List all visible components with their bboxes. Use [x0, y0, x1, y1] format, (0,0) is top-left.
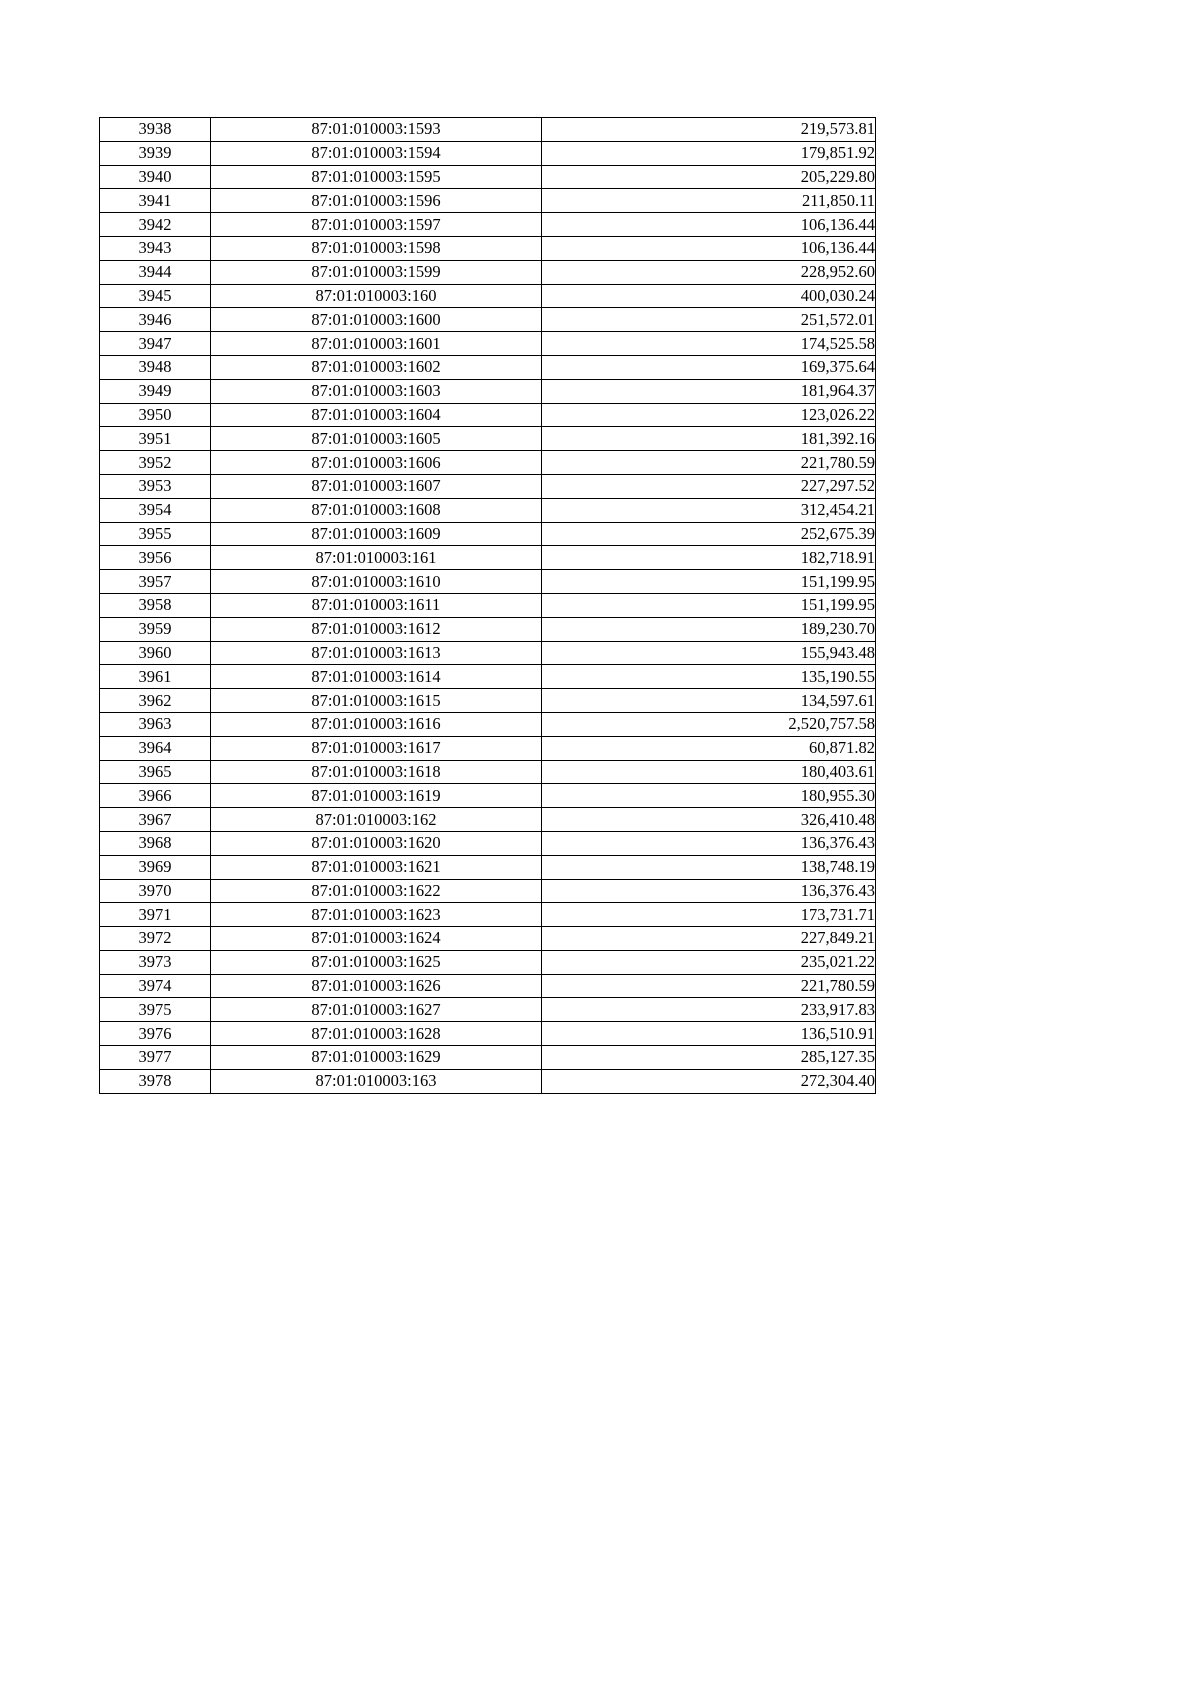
row-number-cell: 3962 — [100, 689, 211, 713]
row-number-cell: 3977 — [100, 1046, 211, 1070]
value-cell: 136,510.91 — [542, 1022, 876, 1046]
row-number-cell: 3954 — [100, 498, 211, 522]
row-number-cell: 3948 — [100, 355, 211, 379]
cadastral-number-cell: 87:01:010003:1618 — [211, 760, 542, 784]
row-number-cell: 3939 — [100, 141, 211, 165]
table-row — [100, 689, 876, 713]
table-row — [100, 593, 876, 617]
cadastral-number-cell: 87:01:010003:1612 — [211, 617, 542, 641]
row-number-cell: 3963 — [100, 712, 211, 736]
cadastral-number-cell: 87:01:010003:1613 — [211, 641, 542, 665]
cadastral-number-cell: 87:01:010003:1594 — [211, 141, 542, 165]
value-cell: 189,230.70 — [542, 617, 876, 641]
row-number-cell: 3966 — [100, 784, 211, 808]
row-number-cell: 3943 — [100, 236, 211, 260]
row-number-cell: 3938 — [100, 118, 211, 142]
cadastral-number-cell: 87:01:010003:1605 — [211, 427, 542, 451]
table-row — [100, 498, 876, 522]
row-number-cell: 3950 — [100, 403, 211, 427]
value-cell: 123,026.22 — [542, 403, 876, 427]
value-cell: 173,731.71 — [542, 903, 876, 927]
table-row — [100, 808, 876, 832]
table-row — [100, 1069, 876, 1093]
value-cell: 285,127.35 — [542, 1046, 876, 1070]
cadastral-number-cell: 87:01:010003:1626 — [211, 974, 542, 998]
value-cell: 169,375.64 — [542, 355, 876, 379]
cadastral-number-cell: 87:01:010003:160 — [211, 284, 542, 308]
row-number-cell: 3972 — [100, 927, 211, 951]
value-cell: 211,850.11 — [542, 189, 876, 213]
table-row — [100, 260, 876, 284]
value-cell: 60,871.82 — [542, 736, 876, 760]
value-cell: 312,454.21 — [542, 498, 876, 522]
table-row — [100, 1022, 876, 1046]
cadastral-number-cell: 87:01:010003:1604 — [211, 403, 542, 427]
table-row — [100, 165, 876, 189]
row-number-cell: 3952 — [100, 451, 211, 475]
row-number-cell: 3974 — [100, 974, 211, 998]
value-cell: 221,780.59 — [542, 451, 876, 475]
value-cell: 155,943.48 — [542, 641, 876, 665]
table-row — [100, 522, 876, 546]
value-cell: 181,392.16 — [542, 427, 876, 451]
row-number-cell: 3941 — [100, 189, 211, 213]
value-cell: 151,199.95 — [542, 593, 876, 617]
cadastral-number-cell: 87:01:010003:1616 — [211, 712, 542, 736]
value-cell: 228,952.60 — [542, 260, 876, 284]
table-row — [100, 213, 876, 237]
value-cell: 135,190.55 — [542, 665, 876, 689]
table-row — [100, 760, 876, 784]
row-number-cell: 3940 — [100, 165, 211, 189]
row-number-cell: 3953 — [100, 474, 211, 498]
value-cell: 400,030.24 — [542, 284, 876, 308]
value-cell: 138,748.19 — [542, 855, 876, 879]
cadastral-number-cell: 87:01:010003:1622 — [211, 879, 542, 903]
row-number-cell: 3955 — [100, 522, 211, 546]
table-row — [100, 927, 876, 951]
row-number-cell: 3970 — [100, 879, 211, 903]
cadastral-number-cell: 87:01:010003:1629 — [211, 1046, 542, 1070]
value-cell: 179,851.92 — [542, 141, 876, 165]
row-number-cell: 3978 — [100, 1069, 211, 1093]
table-row — [100, 974, 876, 998]
row-number-cell: 3944 — [100, 260, 211, 284]
cadastral-number-cell: 87:01:010003:1600 — [211, 308, 542, 332]
cadastral-number-cell: 87:01:010003:1595 — [211, 165, 542, 189]
table-row — [100, 403, 876, 427]
row-number-cell: 3973 — [100, 950, 211, 974]
row-number-cell: 3946 — [100, 308, 211, 332]
value-cell: 106,136.44 — [542, 236, 876, 260]
cadastral-number-cell: 87:01:010003:1611 — [211, 593, 542, 617]
cadastral-number-cell: 87:01:010003:1593 — [211, 118, 542, 142]
value-cell: 326,410.48 — [542, 808, 876, 832]
table-row — [100, 879, 876, 903]
cadastral-number-cell: 87:01:010003:1598 — [211, 236, 542, 260]
table-row — [100, 355, 876, 379]
table-row — [100, 427, 876, 451]
cadastral-number-cell: 87:01:010003:1614 — [211, 665, 542, 689]
value-cell: 252,675.39 — [542, 522, 876, 546]
value-cell: 205,229.80 — [542, 165, 876, 189]
row-number-cell: 3960 — [100, 641, 211, 665]
cadastral-number-cell: 87:01:010003:163 — [211, 1069, 542, 1093]
cadastral-number-cell: 87:01:010003:161 — [211, 546, 542, 570]
table-row — [100, 379, 876, 403]
row-number-cell: 3942 — [100, 213, 211, 237]
cadastral-number-cell: 87:01:010003:1628 — [211, 1022, 542, 1046]
value-cell: 180,403.61 — [542, 760, 876, 784]
row-number-cell: 3969 — [100, 855, 211, 879]
table-row — [100, 665, 876, 689]
table-row — [100, 451, 876, 475]
cadastral-number-cell: 87:01:010003:1620 — [211, 831, 542, 855]
value-cell: 219,573.81 — [542, 118, 876, 142]
row-number-cell: 3975 — [100, 998, 211, 1022]
row-number-cell: 3958 — [100, 593, 211, 617]
data-table — [99, 117, 876, 1094]
table-row — [100, 617, 876, 641]
cadastral-number-cell: 87:01:010003:1609 — [211, 522, 542, 546]
table-row — [100, 855, 876, 879]
cadastral-number-cell: 87:01:010003:1623 — [211, 903, 542, 927]
row-number-cell: 3951 — [100, 427, 211, 451]
row-number-cell: 3971 — [100, 903, 211, 927]
row-number-cell: 3976 — [100, 1022, 211, 1046]
row-number-cell: 3967 — [100, 808, 211, 832]
table-row — [100, 236, 876, 260]
row-number-cell: 3947 — [100, 332, 211, 356]
cadastral-number-cell: 87:01:010003:1603 — [211, 379, 542, 403]
value-cell: 227,297.52 — [542, 474, 876, 498]
row-number-cell: 3949 — [100, 379, 211, 403]
table-row — [100, 736, 876, 760]
table-row — [100, 903, 876, 927]
table-row — [100, 1046, 876, 1070]
cadastral-number-cell: 87:01:010003:1610 — [211, 570, 542, 594]
table-row — [100, 570, 876, 594]
table-row — [100, 784, 876, 808]
cadastral-number-cell: 87:01:010003:1627 — [211, 998, 542, 1022]
cadastral-number-cell: 87:01:010003:1621 — [211, 855, 542, 879]
row-number-cell: 3965 — [100, 760, 211, 784]
table-row — [100, 641, 876, 665]
value-cell: 151,199.95 — [542, 570, 876, 594]
cadastral-number-cell: 87:01:010003:1606 — [211, 451, 542, 475]
value-cell: 221,780.59 — [542, 974, 876, 998]
cadastral-number-cell: 87:01:010003:1624 — [211, 927, 542, 951]
table-row — [100, 308, 876, 332]
value-cell: 180,955.30 — [542, 784, 876, 808]
value-cell: 106,136.44 — [542, 213, 876, 237]
cadastral-number-cell: 87:01:010003:1625 — [211, 950, 542, 974]
row-number-cell: 3945 — [100, 284, 211, 308]
row-number-cell: 3956 — [100, 546, 211, 570]
value-cell: 272,304.40 — [542, 1069, 876, 1093]
cadastral-number-cell: 87:01:010003:1602 — [211, 355, 542, 379]
row-number-cell: 3964 — [100, 736, 211, 760]
table-row — [100, 998, 876, 1022]
value-cell: 174,525.58 — [542, 332, 876, 356]
table-row — [100, 546, 876, 570]
cadastral-number-cell: 87:01:010003:1619 — [211, 784, 542, 808]
cadastral-number-cell: 87:01:010003:1607 — [211, 474, 542, 498]
cadastral-number-cell: 87:01:010003:1615 — [211, 689, 542, 713]
value-cell: 136,376.43 — [542, 879, 876, 903]
value-cell: 251,572.01 — [542, 308, 876, 332]
row-number-cell: 3968 — [100, 831, 211, 855]
value-cell: 233,917.83 — [542, 998, 876, 1022]
table-body — [100, 118, 876, 1094]
cadastral-number-cell: 87:01:010003:1617 — [211, 736, 542, 760]
row-number-cell: 3957 — [100, 570, 211, 594]
cadastral-number-cell: 87:01:010003:1596 — [211, 189, 542, 213]
value-cell: 181,964.37 — [542, 379, 876, 403]
table-row — [100, 284, 876, 308]
value-cell: 2,520,757.58 — [542, 712, 876, 736]
table-row — [100, 141, 876, 165]
value-cell: 235,021.22 — [542, 950, 876, 974]
value-cell: 227,849.21 — [542, 927, 876, 951]
cadastral-number-cell: 87:01:010003:162 — [211, 808, 542, 832]
value-cell: 136,376.43 — [542, 831, 876, 855]
cadastral-number-cell: 87:01:010003:1599 — [211, 260, 542, 284]
table-row — [100, 118, 876, 142]
table-row — [100, 474, 876, 498]
value-cell: 134,597.61 — [542, 689, 876, 713]
table-row — [100, 831, 876, 855]
table-row — [100, 712, 876, 736]
cadastral-number-cell: 87:01:010003:1601 — [211, 332, 542, 356]
table-row — [100, 950, 876, 974]
table-row — [100, 332, 876, 356]
row-number-cell: 3959 — [100, 617, 211, 641]
cadastral-number-cell: 87:01:010003:1608 — [211, 498, 542, 522]
cadastral-number-cell: 87:01:010003:1597 — [211, 213, 542, 237]
row-number-cell: 3961 — [100, 665, 211, 689]
table-row — [100, 189, 876, 213]
value-cell: 182,718.91 — [542, 546, 876, 570]
